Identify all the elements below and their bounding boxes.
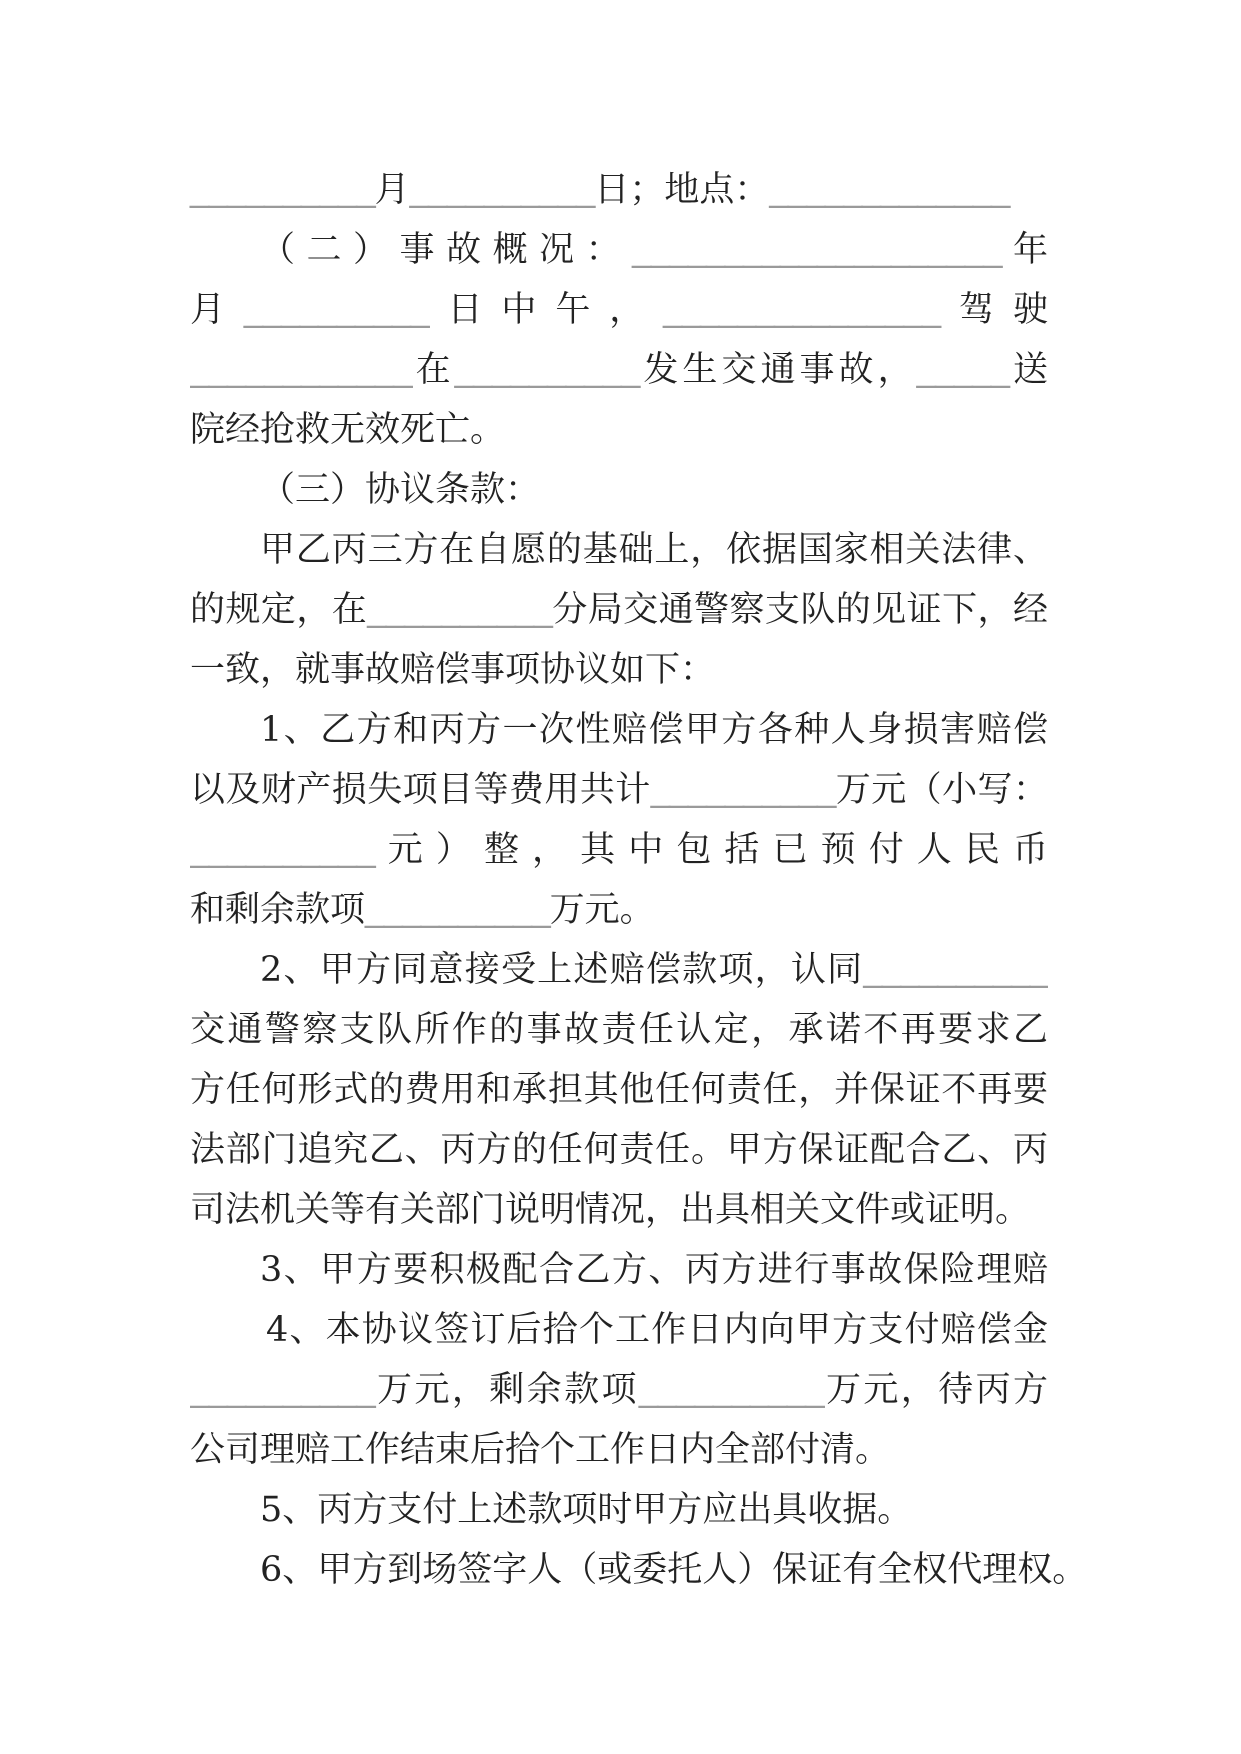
text-run: 元）整，其中包括已预付人民币 [374, 830, 1048, 870]
text-run: 月 [374, 170, 410, 210]
fill-in-blank: __________ [365, 890, 550, 929]
terms-heading [190, 460, 1048, 520]
clause-2-line [190, 1000, 1048, 1060]
fill-in-blank: __________ [863, 950, 1048, 989]
terms-intro-line [190, 640, 1048, 700]
clause-5-line [190, 1480, 1048, 1540]
text-run: 的规定，在 [190, 590, 368, 630]
text-run: 4、本协议签订后拾个工作日内向甲方支付赔偿金 [266, 1310, 1048, 1350]
fill-in-blank: ____________ [190, 350, 412, 389]
clause-1-line [190, 760, 1048, 820]
text-run: 2、甲方同意接受上述赔偿款项，认同 [260, 950, 864, 990]
fill-in-blank: __________ [190, 830, 375, 869]
text-run: 万元（小写： [835, 770, 1048, 810]
clause-4-line [190, 1420, 1048, 1480]
text-run: 方任何形式的费用和承担其他任何责任，并保证不再要 [190, 1070, 1048, 1110]
fill-in-blank: __________ [190, 170, 375, 209]
accident-summary-line [190, 340, 1048, 400]
text-run: 交通警察支队所作的事故责任认定，承诺不再要求乙 [190, 1010, 1048, 1050]
accident-summary-line [190, 400, 1048, 460]
clause-1-line [190, 820, 1048, 880]
date-place-line [190, 160, 1048, 220]
clause-6-line [190, 1540, 1088, 1600]
fill-in-blank: __________ [367, 590, 552, 629]
text-run: （三）协议条款： [260, 470, 541, 510]
fill-in-blank: __________ [190, 1370, 375, 1409]
accident-summary-line [190, 280, 1048, 340]
clause-1-line [190, 700, 1048, 760]
text-run: 一致，就事故赔偿事项协议如下： [190, 650, 716, 690]
text-run: 司法机关等有关部门说明情况，出具相关文件或证明。 [190, 1190, 1031, 1230]
text-run: 公司理赔工作结束后拾个工作日内全部付清。 [190, 1430, 891, 1470]
text-run: 年 [1001, 230, 1048, 270]
clause-4-line [190, 1300, 1048, 1360]
text-run: 分局交通警察支队的见证下，经 [551, 590, 1048, 630]
text-run: 3、甲方要积极配合乙方、丙方进行事故保险理赔 [260, 1250, 1048, 1290]
text-run: 6、甲方到场签字人（或委托人）保证有全权代理权。 [260, 1550, 1088, 1590]
clause-1-line [190, 880, 1048, 940]
text-run: 万元，待丙方 [823, 1370, 1048, 1410]
fill-in-blank: __________ [243, 290, 429, 329]
accident-summary-heading [190, 220, 1048, 280]
text-run: 月 [190, 290, 244, 330]
fill-in-blank: ____________________ [632, 230, 1002, 269]
terms-intro-line [190, 520, 1048, 580]
fill-in-blank: __________ [454, 350, 640, 389]
fill-in-blank: __________ [638, 1370, 824, 1409]
terms-intro-line [190, 580, 1048, 640]
text-run: 万元，剩余款项 [374, 1370, 639, 1410]
fill-in-blank: _______________ [663, 290, 941, 329]
text-run: 以及财产损失项目等费用共计 [190, 770, 651, 810]
text-run: 送 [1008, 350, 1048, 390]
agreement-document [190, 160, 1088, 1600]
text-run: 和剩余款项 [190, 890, 366, 930]
text-run: 院经抢救无效死亡。 [190, 410, 506, 450]
clause-2-line [190, 1180, 1048, 1240]
clause-4-line [190, 1360, 1048, 1420]
fill-in-blank: _____________ [769, 170, 1010, 209]
fill-in-blank: __________ [650, 770, 836, 809]
text-run: 万元。 [549, 890, 655, 930]
clause-2-line [190, 1060, 1048, 1120]
text-run: 1、乙方和丙方一次性赔偿甲方各种人身损害赔偿 [260, 710, 1048, 750]
text-run: 甲乙丙三方在自愿的基础上，依据国家相关法律、 [260, 530, 1048, 570]
text-run: 日中午， [428, 290, 664, 330]
fill-in-blank: __________ [409, 170, 595, 209]
text-run: 日；地点： [594, 170, 770, 210]
text-run: 5、丙方支付上述款项时甲方应出具收据。 [260, 1490, 913, 1530]
text-run: 发生交通事故， [639, 350, 917, 390]
text-run: 法部门追究乙、丙方的任何责任。甲方保证配合乙、丙 [190, 1130, 1048, 1170]
text-run: （二）事故概况： [260, 230, 633, 270]
clause-2-line [190, 940, 1048, 1000]
clause-2-line [190, 1120, 1048, 1180]
text-run: 驾驶 [940, 290, 1048, 330]
text-run: 在 [411, 350, 455, 390]
clause-3-line [190, 1240, 1048, 1300]
fill-in-blank: _____ [916, 350, 1009, 389]
